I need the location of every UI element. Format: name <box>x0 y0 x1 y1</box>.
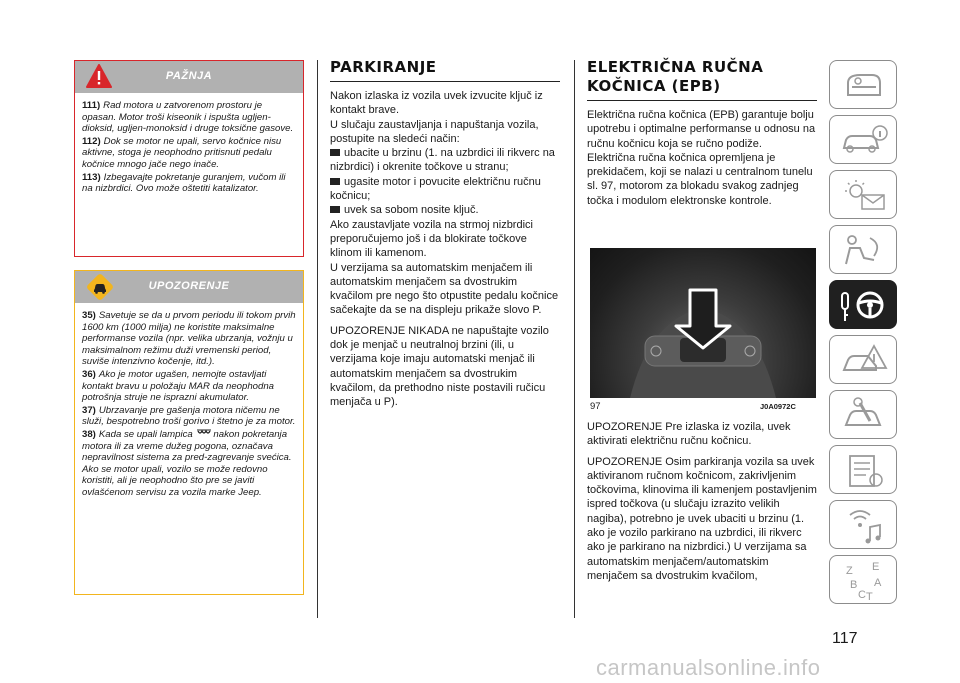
bullet-icon <box>330 206 340 213</box>
svg-text:B: B <box>850 579 858 591</box>
danger-box <box>74 60 304 257</box>
heading-rule <box>330 81 560 82</box>
column-divider <box>317 60 318 618</box>
watermark-text: carmanualsonline.info <box>596 655 821 680</box>
glow-plug-icon <box>197 429 211 437</box>
figure-code: J0A0972C <box>760 402 796 411</box>
maintenance-icon <box>830 391 898 440</box>
car-info-icon <box>830 116 898 165</box>
svg-text:Z: Z <box>846 565 853 577</box>
epb-switch-illustration <box>590 248 816 398</box>
paragraph: UPOZORENJE Pre izlaska iz vozila, uvek aktivirati električnu ručnu kočnicu. <box>587 421 791 448</box>
paragraph: UPOZORENJE Osim parkiranja vozila sa uvek aktiviranom ručnom kočnicom, zakrivljenim točkovima, klinovima ili kamenjem postavljenim ispred točkova (u slučaju izrazito velikih nagiba), potrebno je uvek ubaciti u brzinu (1. ako je vozilo parkirano na uzbrdici, ili rikverc ako je parkirano na nizbrdici.) U verzijama sa automatskim menjačem/automatskim menjačem sa dvostrukim kvačilom, <box>587 455 817 582</box>
sidebar-tab-dashboard[interactable] <box>829 60 897 109</box>
warning-item: 37) Ubrzavanje pre gašenja motora ničemu ne služi, bespotrebno troši gorivo i štetno je za motor. <box>82 404 296 428</box>
sidebar-tab-technical-data[interactable] <box>829 445 897 494</box>
bullet-item: uvek sa sobom nosite ključ. <box>330 203 560 217</box>
epb-section-continued <box>587 420 817 587</box>
danger-item: 112) Dok se motor ne upali, servo kočnice nisu aktivne, stoga je neophodno pritisnuti pedalu kočnice mnogo jače nego inače. <box>82 135 282 170</box>
epb-heading-line2: KOČNICA (EPB) <box>587 77 721 95</box>
bullet-item: ubacite u brzinu (1. na uzbrdici ili rikverc na nizbrdici) i okrenite točkove u stranu; <box>330 147 555 174</box>
dashboard-icon <box>830 61 898 110</box>
warning-lights-icon <box>830 171 898 220</box>
multimedia-icon <box>830 501 898 550</box>
warning-item: 36) Ako je motor ugašen, nemojte ostavljati kontakt bravu u položaju MAR da neophodna potrošnja struje ne isprazni akumulator. <box>82 368 275 404</box>
sidebar-tab-multimedia[interactable] <box>829 500 897 549</box>
svg-text:A: A <box>874 577 882 589</box>
index-icon <box>830 556 898 605</box>
svg-text:E: E <box>872 561 880 573</box>
sidebar-tab-safety[interactable] <box>829 225 897 274</box>
warning-header <box>75 271 303 303</box>
heading-rule <box>587 100 817 101</box>
bullet-item: ugasite motor i povucite električnu ručnu kočnicu; <box>330 175 541 203</box>
figure-number: 97 <box>590 401 601 412</box>
warning-box <box>74 270 304 595</box>
paragraph: Ako zaustavljate vozila na strmoj nizbrdici preporučujemo još i da blokirate točkove klinom ili kamenom. <box>330 218 533 260</box>
svg-text:T: T <box>866 591 873 603</box>
danger-header <box>75 61 303 93</box>
warning-body <box>75 303 303 499</box>
paragraph: UPOZORENJE NIKADA ne napuštajte vozilo dok je menjač u neutralnoj brzini (ili, u verzijama koje imaju automatski menjač ili automatskim menjačem sa dvostrukim kvačilom, da prethodno niste postavili ručicu menjača u P). <box>330 324 549 409</box>
parking-heading: PARKIRANJE <box>330 58 437 76</box>
paragraph: U verzijama sa automatskim menjačem ili automatskim menjačem sa dvostrukim kvačilom pre nego što otpustite pedalu kočnice sačekajte da se na displeju prikaže slovo P. <box>330 261 559 317</box>
warning-item: 38) Kada se upali lampica nakon pokretanja motora ili za vreme dužeg pogona, označava nepravilnost sistema za pred-zagrevanje svećica. Ako se motor upali, vozilo se može redovno koristiti, ali je neophodno što pre se javiti ovlašćenom servisu za vozila marke Jeep. <box>82 428 292 498</box>
safety-icon <box>830 226 898 275</box>
sidebar-tab-maintenance[interactable] <box>829 390 897 439</box>
bullet-icon <box>330 149 340 156</box>
sidebar-tab-emergency[interactable] <box>829 335 897 384</box>
page-number: 117 <box>832 630 858 647</box>
sidebar-tab-starting-driving[interactable] <box>829 280 897 329</box>
warning-title: UPOZORENJE <box>148 280 230 292</box>
epb-switch-photo <box>590 248 816 398</box>
bullet-icon <box>330 178 340 185</box>
paragraph: Električna ručna kočnica opremljena je prekidačem, koji se nalazi u centralnom tunelu sl. 97, motorom za blokadu svakog zadnjeg točka i modulom elektronske kontrole. <box>587 151 813 207</box>
emergency-icon <box>830 336 898 385</box>
paragraph: Električna ručna kočnica (EPB) garantuje bolju upotrebu i optimalne performanse u odnosu na ručnu kočnicu koja se ručno podiže. <box>587 109 816 150</box>
danger-body <box>75 93 303 195</box>
epb-heading-line1: ELEKTRIČNA RUČNA <box>587 58 764 76</box>
parking-section <box>330 58 560 414</box>
danger-title: PAŽNJA <box>165 70 213 82</box>
warning-item: 35) Savetuje se da u prvom periodu ili tokom prvih 1600 km (1000 milja) ne koristite maksimalne performanse vozila (npr. velika ubrzanja, vožnju u maksimalnom režimu duži vremenski period, suviše intenzivno kočenje, itd.). <box>82 310 296 368</box>
starting-driving-icon <box>830 281 898 330</box>
svg-text:C: C <box>858 589 866 601</box>
danger-item: 113) Izbegavajte pokretanje guranjem, vučom ili na nizbrdici. Ovo može oštetiti katalizator. <box>82 171 286 195</box>
sidebar-tab-warning-lights[interactable] <box>829 170 897 219</box>
paragraph: U slučaju zaustavljanja i napuštanja vozila, postupite na sledeći način: <box>330 118 539 145</box>
sidebar-tab-index[interactable] <box>829 555 897 604</box>
column-divider <box>574 60 575 618</box>
technical-data-icon <box>830 446 898 495</box>
epb-section <box>587 58 817 212</box>
danger-item: 111) Rad motora u zatvorenom prostoru je opasan. Motor troši kiseonik i ispušta ugljen-dioksid, ugljen-monoksid i druge toksične gasove. <box>82 100 294 135</box>
paragraph: Nakon izlaska iz vozila uvek izvucite ključ iz kontakt brave. <box>330 90 543 117</box>
sidebar-tab-car-info[interactable] <box>829 115 897 164</box>
